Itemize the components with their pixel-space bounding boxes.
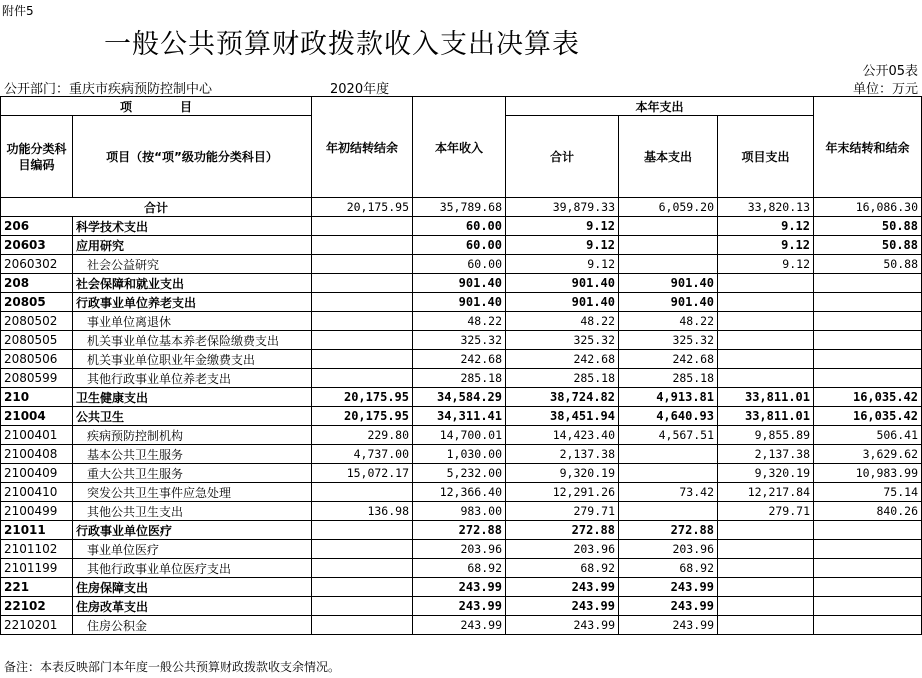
cell-name: 行政事业单位养老支出 xyxy=(73,293,312,312)
cell-total: 272.88 xyxy=(506,521,619,540)
cell-opening xyxy=(312,578,413,597)
cell-name: 事业单位医疗 xyxy=(73,540,312,559)
header-total: 合计 xyxy=(506,116,619,198)
cell-code: 2101199 xyxy=(1,559,73,578)
cell-name: 其他公共卫生支出 xyxy=(73,502,312,521)
cell-name: 重大公共卫生服务 xyxy=(73,464,312,483)
cell-code: 2100409 xyxy=(1,464,73,483)
cell-opening: 20,175.95 xyxy=(312,407,413,426)
cell-basic: 285.18 xyxy=(619,369,718,388)
cell-code: 2080502 xyxy=(1,312,73,331)
cell-closing xyxy=(814,274,922,293)
year-label: 2020年度 xyxy=(330,82,390,97)
cell-total: 279.71 xyxy=(506,502,619,521)
table-row xyxy=(1,578,922,597)
cell-total: 242.68 xyxy=(506,350,619,369)
cell-basic: 901.40 xyxy=(619,274,718,293)
cell-total: 68.92 xyxy=(506,559,619,578)
cell-name: 住房保障支出 xyxy=(73,578,312,597)
total-opening: 20,175.95 xyxy=(312,198,413,217)
table-row xyxy=(1,255,922,274)
cell-code: 2080505 xyxy=(1,331,73,350)
cell-basic: 4,567.51 xyxy=(619,426,718,445)
cell-closing xyxy=(814,350,922,369)
cell-income: 285.18 xyxy=(413,369,506,388)
cell-project: 279.71 xyxy=(718,502,814,521)
cell-total: 38,451.94 xyxy=(506,407,619,426)
table-row xyxy=(1,350,922,369)
cell-project xyxy=(718,293,814,312)
total-closing: 16,086.30 xyxy=(814,198,922,217)
cell-name: 行政事业单位医疗 xyxy=(73,521,312,540)
cell-basic xyxy=(619,236,718,255)
cell-total: 9.12 xyxy=(506,255,619,274)
cell-income: 242.68 xyxy=(413,350,506,369)
table-row xyxy=(1,274,922,293)
cell-total: 285.18 xyxy=(506,369,619,388)
cell-project xyxy=(718,597,814,616)
total-basic: 6,059.20 xyxy=(619,198,718,217)
cell-project xyxy=(718,559,814,578)
header-income: 本年收入 xyxy=(413,97,506,198)
table-row xyxy=(1,217,922,236)
cell-total: 9,320.19 xyxy=(506,464,619,483)
cell-total: 9.12 xyxy=(506,236,619,255)
cell-project: 9,320.19 xyxy=(718,464,814,483)
cell-code: 2100401 xyxy=(1,426,73,445)
footnote: 备注：本表反映部门本年度一般公共预算财政拨款收支余情况。 xyxy=(4,660,341,674)
cell-income: 901.40 xyxy=(413,293,506,312)
table-row xyxy=(1,312,922,331)
cell-name: 科学技术支出 xyxy=(73,217,312,236)
cell-project: 12,217.84 xyxy=(718,483,814,502)
cell-project: 9.12 xyxy=(718,255,814,274)
cell-opening xyxy=(312,255,413,274)
cell-income: 5,232.00 xyxy=(413,464,506,483)
cell-code: 2080506 xyxy=(1,350,73,369)
table-row xyxy=(1,331,922,350)
cell-opening xyxy=(312,540,413,559)
cell-closing: 3,629.62 xyxy=(814,445,922,464)
cell-total: 48.22 xyxy=(506,312,619,331)
cell-opening xyxy=(312,350,413,369)
cell-basic: 68.92 xyxy=(619,559,718,578)
header-code: 功能分类科目编码 xyxy=(1,116,73,198)
cell-opening xyxy=(312,312,413,331)
table-row xyxy=(1,388,922,407)
cell-total: 243.99 xyxy=(506,578,619,597)
cell-code: 20603 xyxy=(1,236,73,255)
cell-basic: 242.68 xyxy=(619,350,718,369)
cell-project xyxy=(718,312,814,331)
cell-basic: 243.99 xyxy=(619,616,718,635)
cell-income: 34,311.41 xyxy=(413,407,506,426)
header-project: 项目支出 xyxy=(718,116,814,198)
cell-code: 2101102 xyxy=(1,540,73,559)
cell-code: 2060302 xyxy=(1,255,73,274)
cell-opening xyxy=(312,217,413,236)
cell-total: 203.96 xyxy=(506,540,619,559)
cell-closing xyxy=(814,540,922,559)
cell-code: 22102 xyxy=(1,597,73,616)
cell-name: 卫生健康支出 xyxy=(73,388,312,407)
cell-project xyxy=(718,274,814,293)
cell-total: 38,724.82 xyxy=(506,388,619,407)
cell-closing xyxy=(814,293,922,312)
cell-project: 2,137.38 xyxy=(718,445,814,464)
total-project: 33,820.13 xyxy=(718,198,814,217)
cell-total: 14,423.40 xyxy=(506,426,619,445)
table-row xyxy=(1,236,922,255)
cell-closing xyxy=(814,331,922,350)
cell-total: 243.99 xyxy=(506,616,619,635)
table-row xyxy=(1,521,922,540)
cell-closing: 10,983.99 xyxy=(814,464,922,483)
cell-name: 基本公共卫生服务 xyxy=(73,445,312,464)
cell-project xyxy=(718,350,814,369)
cell-basic: 4,913.81 xyxy=(619,388,718,407)
cell-total: 243.99 xyxy=(506,597,619,616)
cell-closing: 50.88 xyxy=(814,217,922,236)
cell-opening xyxy=(312,236,413,255)
cell-closing: 75.14 xyxy=(814,483,922,502)
total-row xyxy=(1,198,922,217)
cell-name: 住房改革支出 xyxy=(73,597,312,616)
cell-opening: 15,072.17 xyxy=(312,464,413,483)
cell-income: 243.99 xyxy=(413,578,506,597)
department-label: 公开部门：重庆市疾病预防控制中心 xyxy=(4,82,213,97)
cell-income: 325.32 xyxy=(413,331,506,350)
total-income: 35,789.68 xyxy=(413,198,506,217)
cell-project xyxy=(718,331,814,350)
cell-code: 21011 xyxy=(1,521,73,540)
table-row xyxy=(1,483,922,502)
cell-code: 221 xyxy=(1,578,73,597)
cell-basic xyxy=(619,502,718,521)
cell-opening xyxy=(312,483,413,502)
table-row xyxy=(1,464,922,483)
cell-code: 21004 xyxy=(1,407,73,426)
table-row xyxy=(1,426,922,445)
cell-code: 206 xyxy=(1,217,73,236)
table-row xyxy=(1,597,922,616)
cell-closing xyxy=(814,597,922,616)
cell-total: 9.12 xyxy=(506,217,619,236)
table-row xyxy=(1,407,922,426)
cell-name: 社会公益研究 xyxy=(73,255,312,274)
cell-basic: 901.40 xyxy=(619,293,718,312)
cell-income: 1,030.00 xyxy=(413,445,506,464)
cell-income: 12,366.40 xyxy=(413,483,506,502)
cell-name: 其他行政事业单位养老支出 xyxy=(73,369,312,388)
table-row xyxy=(1,502,922,521)
cell-name: 其他行政事业单位医疗支出 xyxy=(73,559,312,578)
cell-project xyxy=(718,578,814,597)
cell-income: 60.00 xyxy=(413,217,506,236)
cell-total: 901.40 xyxy=(506,274,619,293)
cell-name: 社会保障和就业支出 xyxy=(73,274,312,293)
table-row xyxy=(1,559,922,578)
total-expense: 39,879.33 xyxy=(506,198,619,217)
cell-name: 公共卫生 xyxy=(73,407,312,426)
table-row xyxy=(1,293,922,312)
cell-closing: 50.88 xyxy=(814,236,922,255)
cell-income: 243.99 xyxy=(413,597,506,616)
cell-closing: 50.88 xyxy=(814,255,922,274)
cell-opening xyxy=(312,369,413,388)
cell-closing: 506.41 xyxy=(814,426,922,445)
cell-opening xyxy=(312,331,413,350)
cell-opening: 136.98 xyxy=(312,502,413,521)
cell-project: 9.12 xyxy=(718,217,814,236)
header-basic: 基本支出 xyxy=(619,116,718,198)
cell-closing xyxy=(814,559,922,578)
cell-basic: 243.99 xyxy=(619,578,718,597)
cell-income: 272.88 xyxy=(413,521,506,540)
cell-income: 48.22 xyxy=(413,312,506,331)
cell-closing xyxy=(814,369,922,388)
cell-opening xyxy=(312,559,413,578)
cell-project: 9,855.89 xyxy=(718,426,814,445)
cell-income: 34,584.29 xyxy=(413,388,506,407)
header-closing: 年末结转和结余 xyxy=(814,97,922,198)
cell-basic: 4,640.93 xyxy=(619,407,718,426)
table-row xyxy=(1,616,922,635)
cell-opening: 4,737.00 xyxy=(312,445,413,464)
table-row xyxy=(1,369,922,388)
cell-income: 68.92 xyxy=(413,559,506,578)
cell-basic xyxy=(619,217,718,236)
cell-income: 60.00 xyxy=(413,255,506,274)
cell-income: 14,700.01 xyxy=(413,426,506,445)
cell-code: 2100499 xyxy=(1,502,73,521)
cell-basic: 325.32 xyxy=(619,331,718,350)
cell-name: 事业单位离退休 xyxy=(73,312,312,331)
cell-code: 2210201 xyxy=(1,616,73,635)
cell-income: 243.99 xyxy=(413,616,506,635)
cell-code: 208 xyxy=(1,274,73,293)
cell-total: 325.32 xyxy=(506,331,619,350)
cell-total: 12,291.26 xyxy=(506,483,619,502)
table-row xyxy=(1,540,922,559)
cell-opening xyxy=(312,274,413,293)
cell-closing xyxy=(814,312,922,331)
cell-basic xyxy=(619,255,718,274)
cell-code: 2100410 xyxy=(1,483,73,502)
annex-label: 附件5 xyxy=(2,4,34,18)
page-title: 一般公共预算财政拨款收入支出决算表 xyxy=(104,29,580,60)
cell-name: 机关事业单位基本养老保险缴费支出 xyxy=(73,331,312,350)
cell-closing xyxy=(814,521,922,540)
cell-closing: 16,035.42 xyxy=(814,388,922,407)
cell-project: 33,811.01 xyxy=(718,388,814,407)
cell-opening xyxy=(312,616,413,635)
total-label: 合计 xyxy=(1,198,312,217)
cell-project xyxy=(718,369,814,388)
cell-name: 突发公共卫生事件应急处理 xyxy=(73,483,312,502)
cell-income: 203.96 xyxy=(413,540,506,559)
cell-total: 2,137.38 xyxy=(506,445,619,464)
cell-project xyxy=(718,521,814,540)
cell-code: 20805 xyxy=(1,293,73,312)
cell-code: 2080599 xyxy=(1,369,73,388)
cell-closing xyxy=(814,616,922,635)
header-expense-group: 本年支出 xyxy=(506,97,814,116)
cell-basic: 243.99 xyxy=(619,597,718,616)
cell-name: 应用研究 xyxy=(73,236,312,255)
cell-project xyxy=(718,540,814,559)
cell-income: 983.00 xyxy=(413,502,506,521)
form-number: 公开05表 xyxy=(862,64,918,79)
header-opening: 年初结转结余 xyxy=(312,97,413,198)
cell-opening: 229.80 xyxy=(312,426,413,445)
cell-code: 210 xyxy=(1,388,73,407)
cell-income: 901.40 xyxy=(413,274,506,293)
cell-basic: 73.42 xyxy=(619,483,718,502)
cell-basic xyxy=(619,464,718,483)
budget-table xyxy=(0,96,922,635)
cell-code: 2100408 xyxy=(1,445,73,464)
cell-project xyxy=(718,616,814,635)
cell-total: 901.40 xyxy=(506,293,619,312)
cell-name: 疾病预防控制机构 xyxy=(73,426,312,445)
cell-basic: 272.88 xyxy=(619,521,718,540)
cell-opening: 20,175.95 xyxy=(312,388,413,407)
cell-opening xyxy=(312,293,413,312)
unit-label: 单位：万元 xyxy=(852,82,918,97)
cell-basic: 48.22 xyxy=(619,312,718,331)
header-name: 项目（按“项”级功能分类科目） xyxy=(73,116,312,198)
cell-name: 机关事业单位职业年金缴费支出 xyxy=(73,350,312,369)
cell-opening xyxy=(312,521,413,540)
cell-name: 住房公积金 xyxy=(73,616,312,635)
cell-project: 33,811.01 xyxy=(718,407,814,426)
cell-project: 9.12 xyxy=(718,236,814,255)
cell-opening xyxy=(312,597,413,616)
header-item: 项 目 xyxy=(1,97,312,116)
cell-closing: 16,035.42 xyxy=(814,407,922,426)
cell-income: 60.00 xyxy=(413,236,506,255)
cell-basic: 203.96 xyxy=(619,540,718,559)
cell-basic xyxy=(619,445,718,464)
cell-closing xyxy=(814,578,922,597)
cell-closing: 840.26 xyxy=(814,502,922,521)
table-row xyxy=(1,445,922,464)
